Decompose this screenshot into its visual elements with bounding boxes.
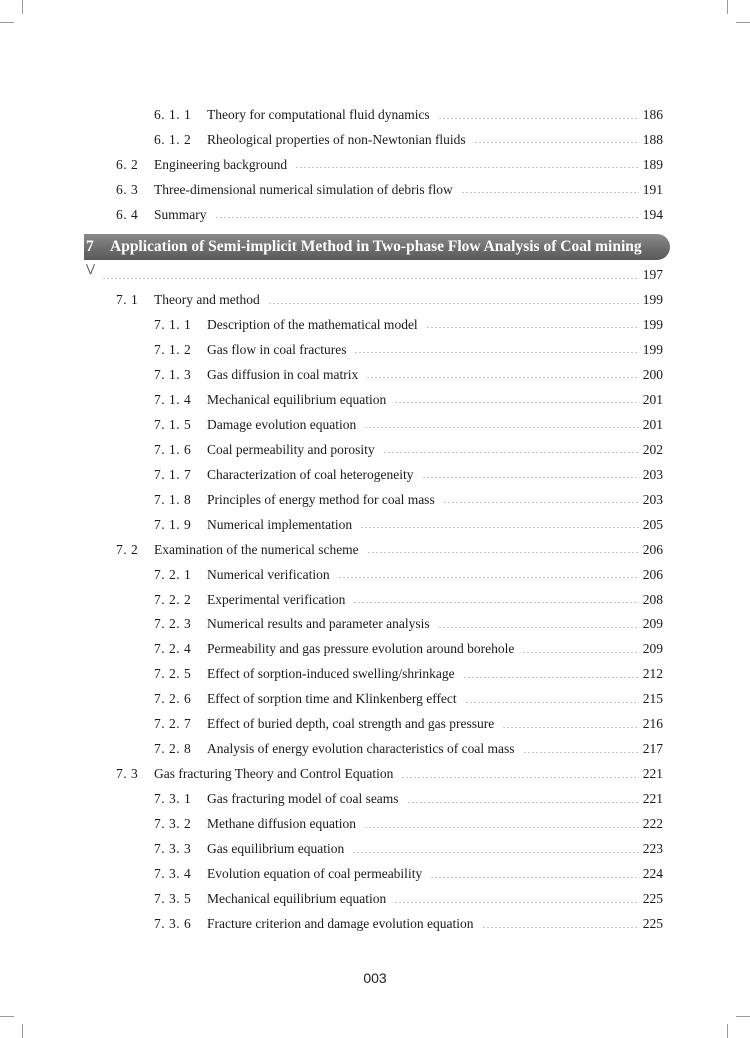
page-number: 201: [642, 391, 663, 407]
toc-entry[interactable]: [154, 514, 663, 536]
section-title: Gas flow in coal fractures: [207, 341, 347, 357]
toc-entry[interactable]: [116, 204, 663, 226]
crop-mark: [0, 22, 14, 23]
page-number: 209: [642, 641, 663, 657]
toc-entry[interactable]: [154, 314, 663, 336]
section-number: 6. 1. 2: [154, 131, 192, 147]
section-number: 7. 1. 1: [154, 316, 192, 332]
toc-entry[interactable]: [154, 129, 663, 151]
page-number: 209: [642, 616, 663, 632]
toc-entry[interactable]: [154, 888, 663, 910]
section-number: 7. 2. 1: [154, 566, 192, 582]
leader-dots: [502, 727, 638, 728]
leader-dots: [366, 377, 639, 378]
chapter-page: 197: [642, 267, 663, 282]
chapter-number: 7: [86, 238, 94, 255]
leader-dots: [426, 327, 639, 328]
page-number: 221: [642, 791, 663, 807]
page-number: 194: [642, 206, 663, 222]
toc-entry[interactable]: [154, 913, 663, 935]
crop-mark: [736, 22, 750, 23]
page-number: 225: [642, 916, 663, 931]
leader-dots: [268, 303, 639, 304]
page-number: 205: [642, 516, 663, 532]
crop-mark: [0, 1016, 14, 1017]
section-number: 7. 1. 2: [154, 341, 192, 357]
section-number: 7. 2. 8: [154, 741, 192, 757]
section-title: Engineering background: [154, 156, 288, 172]
crop-mark: [736, 1016, 750, 1017]
section-title: Analysis of energy evolution characteristics of coal mass: [207, 741, 515, 757]
toc-entry[interactable]: [154, 613, 663, 635]
leader-dots: [430, 877, 639, 878]
section-number: 7. 2. 7: [154, 716, 192, 732]
toc-entry[interactable]: [154, 564, 663, 586]
section-number: 7. 3. 4: [154, 866, 192, 882]
section-number: 7. 3. 2: [154, 816, 192, 832]
page-number: 191: [642, 181, 663, 197]
section-title: Damage evolution equation: [207, 416, 357, 432]
leader-dots: [438, 118, 639, 119]
section-title: Coal permeability and porosity: [207, 441, 375, 457]
leader-dots: [482, 927, 639, 928]
crop-mark: [22, 1024, 23, 1038]
toc-entry[interactable]: [154, 339, 663, 361]
leader-dots: [394, 902, 639, 903]
leader-dots: [354, 352, 638, 353]
leader-dots: [461, 192, 639, 193]
section-number: 7. 1. 6: [154, 441, 192, 457]
section-number: 7. 1. 4: [154, 391, 192, 407]
leader-dots: [474, 142, 639, 143]
section-title: Description of the mathematical model: [207, 316, 418, 332]
page-number: 202: [642, 441, 663, 457]
page-number: 221: [642, 766, 663, 782]
section-number: 7. 1. 8: [154, 491, 192, 507]
leader-dots: [215, 217, 639, 218]
section-title: Mechanical equilibrium equation: [207, 391, 387, 407]
toc-entry[interactable]: [116, 154, 663, 176]
section-title: Mechanical equilibrium equation: [207, 891, 387, 907]
leader-dots: [422, 477, 639, 478]
toc-entry[interactable]: [116, 539, 663, 561]
page-number: 189: [642, 156, 663, 172]
page-number: 201: [642, 416, 663, 432]
section-number: 7. 1. 5: [154, 416, 192, 432]
section-title: Numerical verification: [207, 566, 330, 582]
page-number: 199: [642, 316, 663, 332]
leader-dots: [353, 602, 638, 603]
section-number: 7. 1. 9: [154, 516, 192, 532]
section-title: Effect of sorption-induced swelling/shrinkage: [207, 666, 455, 682]
section-title: Examination of the numerical scheme: [154, 541, 359, 557]
section-title: Effect of sorption time and Klinkenberg effect: [207, 691, 457, 707]
section-number: 6. 3: [116, 181, 139, 197]
leader-dots: [352, 852, 639, 853]
toc-entry[interactable]: [154, 439, 663, 461]
leader-dots: [338, 577, 639, 578]
toc-entry[interactable]: [154, 414, 663, 436]
page-number: 208: [642, 591, 663, 607]
leader-dots: [463, 677, 639, 678]
leader-dots: [438, 627, 639, 628]
section-title: Gas diffusion in coal matrix: [207, 366, 359, 382]
leader-dots: [364, 827, 639, 828]
toc-entry[interactable]: [116, 289, 663, 311]
double-chevron-down-icon: ⋁: [86, 262, 96, 275]
toc-entry[interactable]: [154, 389, 663, 411]
page-number: 203: [642, 491, 663, 507]
chapter-title: Application of Semi-implicit Method in Two-phase Flow Analysis of Coal mining: [110, 238, 642, 255]
toc-entry[interactable]: [154, 813, 663, 835]
page-number: 206: [642, 541, 663, 557]
page-number: 215: [642, 691, 663, 707]
toc-entry[interactable]: [154, 713, 663, 735]
page-number: 186: [642, 107, 663, 122]
leader-dots: [407, 802, 639, 803]
section-number: 7. 2. 6: [154, 691, 192, 707]
section-number: 6. 4: [116, 206, 139, 222]
page-number: 188: [642, 131, 663, 147]
section-number: 7. 2. 5: [154, 666, 192, 682]
section-number: 7. 2. 2: [154, 591, 192, 607]
section-number: 7. 3. 1: [154, 791, 192, 807]
toc-entry[interactable]: [116, 763, 663, 785]
page-number: 199: [642, 341, 663, 357]
page-number: 203: [642, 466, 663, 482]
section-title: Permeability and gas pressure evolution around borehole: [207, 641, 515, 657]
section-number: 7. 1. 7: [154, 466, 192, 482]
leader-dots: [102, 278, 639, 279]
section-number: 7. 3. 5: [154, 891, 192, 907]
section-title: Fracture criterion and damage evolution equation: [207, 916, 474, 931]
section-number: 6. 2: [116, 156, 139, 172]
toc-entry[interactable]: [154, 464, 663, 486]
toc-entry[interactable]: [154, 364, 663, 386]
toc-entry[interactable]: [154, 863, 663, 885]
section-title: Theory for computational fluid dynamics: [207, 107, 430, 122]
toc-entry[interactable]: [154, 638, 663, 660]
leader-dots: [364, 427, 639, 428]
section-title: Principles of energy method for coal mass: [207, 491, 435, 507]
section-number: 7. 1. 3: [154, 366, 192, 382]
section-title: Gas fracturing model of coal seams: [207, 791, 399, 807]
toc-entry[interactable]: [154, 489, 663, 511]
section-title: Rheological properties of non-Newtonian fluids: [207, 131, 466, 147]
leader-dots: [523, 752, 639, 753]
chapter-heading-banner[interactable]: [84, 234, 670, 260]
section-title: Numerical results and parameter analysis: [207, 616, 430, 632]
leader-dots: [295, 167, 639, 168]
leader-dots: [401, 777, 638, 778]
page-number: 223: [642, 841, 663, 857]
section-number: 7. 3. 3: [154, 841, 192, 857]
section-title: Evolution equation of coal permeability: [207, 866, 423, 882]
toc-entry[interactable]: [154, 104, 663, 126]
page-number: 224: [642, 866, 663, 882]
page-folio: 003: [363, 970, 387, 986]
leader-dots: [465, 702, 639, 703]
page-number: 225: [642, 891, 663, 907]
toc-entry[interactable]: [154, 663, 663, 685]
section-number: 7. 1: [116, 292, 139, 307]
toc-entry[interactable]: [154, 838, 663, 860]
toc-entry[interactable]: [154, 688, 663, 710]
section-number: 7. 2. 3: [154, 616, 192, 632]
section-number: 7. 3. 6: [154, 916, 192, 931]
section-number: 7. 2: [116, 541, 139, 557]
section-title: Summary: [154, 206, 207, 222]
page-number: 199: [642, 292, 663, 307]
chapter-page-line[interactable]: [100, 264, 663, 286]
leader-dots: [394, 402, 639, 403]
section-title: Gas equilibrium equation: [207, 841, 345, 857]
section-title: Gas fracturing Theory and Control Equation: [154, 766, 394, 782]
section-number: 6. 1. 1: [154, 107, 192, 122]
toc-entry[interactable]: [154, 788, 663, 810]
section-title: Experimental verification: [207, 591, 346, 607]
crop-mark: [727, 1024, 728, 1038]
section-title: Three-dimensional numerical simulation of debris flow: [154, 181, 453, 197]
leader-dots: [360, 527, 639, 528]
section-title: Methane diffusion equation: [207, 816, 356, 832]
leader-dots: [367, 552, 639, 553]
section-title: Characterization of coal heterogeneity: [207, 466, 414, 482]
page-number: 206: [642, 566, 663, 582]
toc-entry[interactable]: [154, 589, 663, 611]
toc-entry[interactable]: [116, 179, 663, 201]
section-title: Theory and method: [154, 292, 260, 307]
section-number: 7. 2. 4: [154, 641, 192, 657]
leader-dots: [443, 502, 639, 503]
crop-mark: [22, 0, 23, 14]
page-number: 216: [642, 716, 663, 732]
leader-dots: [522, 652, 638, 653]
page-number: 200: [642, 366, 663, 382]
leader-dots: [383, 452, 639, 453]
toc-entry[interactable]: [154, 738, 663, 760]
section-title: Effect of buried depth, coal strength and gas pressure: [207, 716, 495, 732]
crop-mark: [727, 0, 728, 14]
page-number: 212: [642, 666, 663, 682]
page-number: 222: [642, 816, 663, 832]
section-number: 7. 3: [116, 766, 139, 782]
section-title: Numerical implementation: [207, 516, 353, 532]
page-number: 217: [642, 741, 663, 757]
